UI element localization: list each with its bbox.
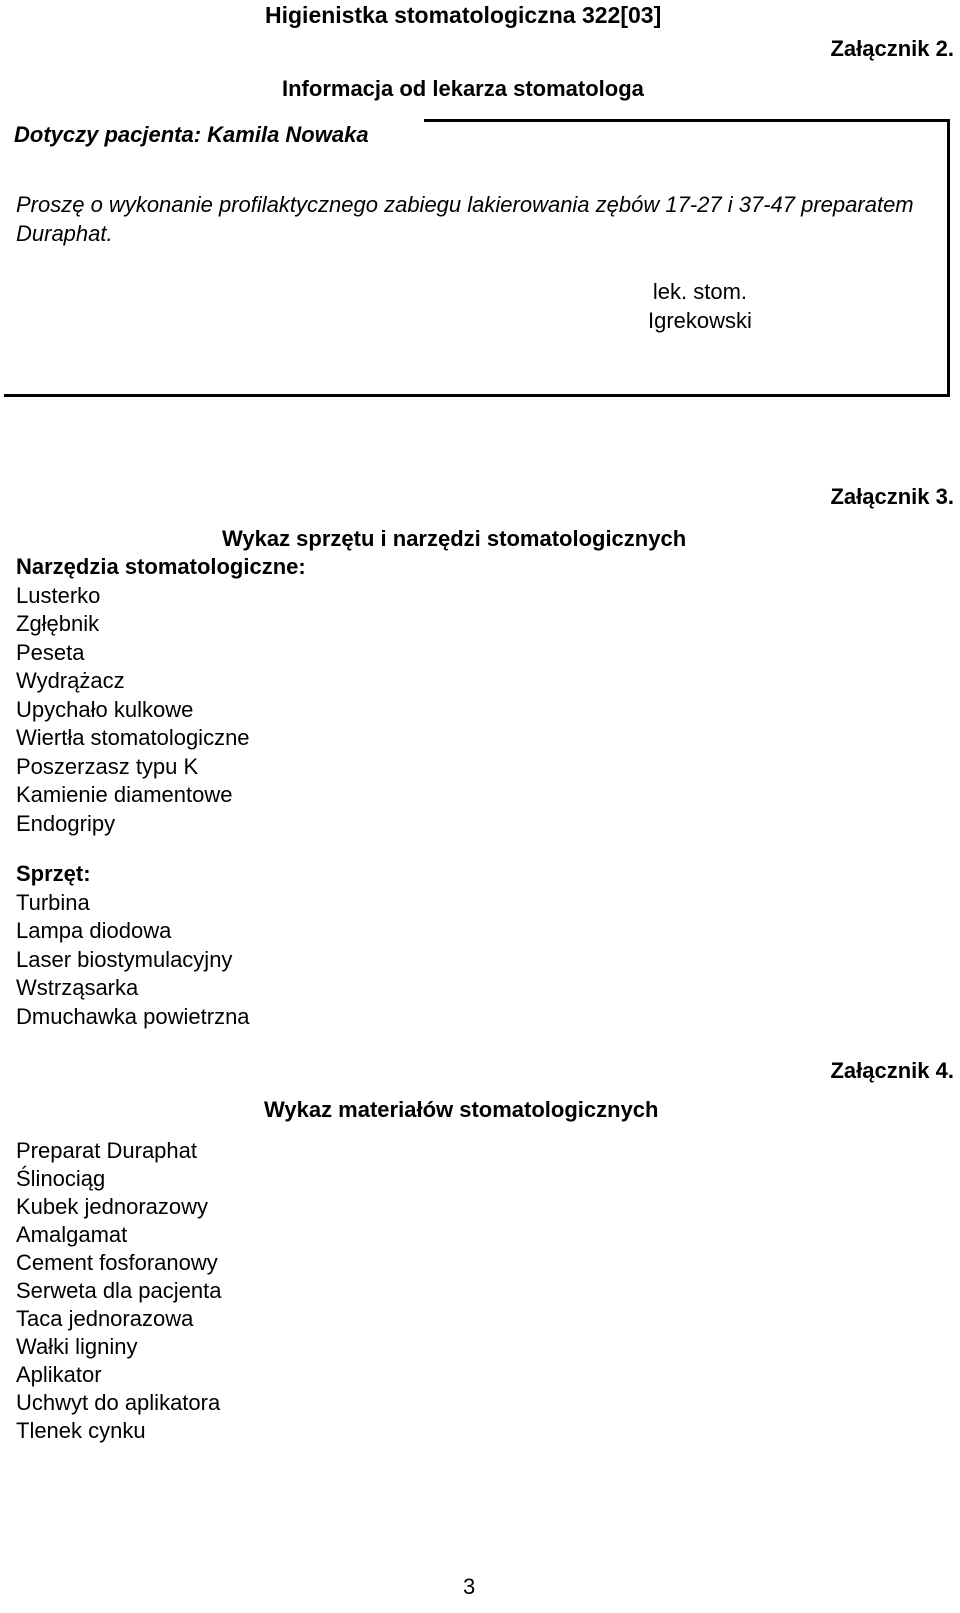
list-item: Ślinociąg: [16, 1166, 106, 1191]
equipment-title: Wykaz sprzętu i narzędzi stomatologicznych: [222, 526, 687, 551]
list-item: Lusterko: [16, 582, 101, 608]
list-item: Wstrząsarka: [16, 975, 139, 1000]
page-number: 3: [463, 1574, 476, 1599]
attachment-3-label: Załącznik 3.: [830, 484, 954, 509]
list-item: Tlenek cynku: [16, 1418, 146, 1443]
list-item: Dmuchawka powietrzna: [16, 1003, 250, 1029]
signature-line-1: lek. stom.: [652, 279, 748, 304]
materials-title: Wykaz materiałów stomatologicznych: [264, 1097, 659, 1122]
list-item: Aplikator: [16, 1362, 102, 1387]
list-item: Serweta dla pacjenta: [16, 1278, 222, 1303]
tools-heading: Narzędzia stomatologiczne:: [16, 554, 306, 579]
doctor-request-text: Proszę o wykonanie profilaktycznego zabiegu lakierowania zębów 17-27 i 37-47 preparatem Duraphat.: [16, 192, 914, 246]
list-item: Kamienie diamentowe: [16, 782, 233, 807]
doctor-signature: [648, 277, 752, 335]
gear-list: [16, 860, 250, 1031]
document-title: Higienistka stomatologiczna 322[03]: [265, 2, 662, 28]
list-item: Preparat Duraphat: [16, 1138, 197, 1163]
list-item: Turbina: [16, 889, 90, 915]
list-item: Wydrążacz: [16, 668, 125, 693]
list-item: Peseta: [16, 639, 85, 665]
list-item: Upychało kulkowe: [16, 696, 194, 722]
list-item: Endogripy: [16, 810, 116, 836]
gear-heading: Sprzęt:: [16, 861, 91, 886]
list-item: Amalgamat: [16, 1222, 128, 1247]
list-item: Laser biostymulacyjny: [16, 946, 233, 972]
list-item: Lampa diodowa: [16, 918, 172, 943]
list-item: Cement fosforanowy: [16, 1250, 218, 1275]
list-item: Wiertła stomatologiczne: [16, 725, 250, 750]
list-item: Poszerzasz typu K: [16, 753, 199, 779]
list-item: Uchwyt do aplikatora: [16, 1390, 221, 1415]
tools-list: [16, 553, 306, 838]
list-item: Wałki ligniny: [16, 1334, 138, 1359]
attachment-2-label: Załącznik 2.: [830, 36, 954, 61]
list-item: Taca jednorazowa: [16, 1306, 194, 1331]
list-item: Zgłębnik: [16, 611, 100, 636]
doctor-note-title: Informacja od lekarza stomatologa: [282, 76, 644, 101]
list-item: Kubek jednorazowy: [16, 1194, 209, 1219]
materials-list: [16, 1137, 221, 1445]
signature-line-2: Igrekowski: [648, 308, 752, 333]
attachment-4-label: Załącznik 4.: [830, 1058, 954, 1083]
patient-line: Dotyczy pacjenta: Kamila Nowaka: [14, 122, 369, 147]
doctor-note-box: [4, 119, 950, 397]
